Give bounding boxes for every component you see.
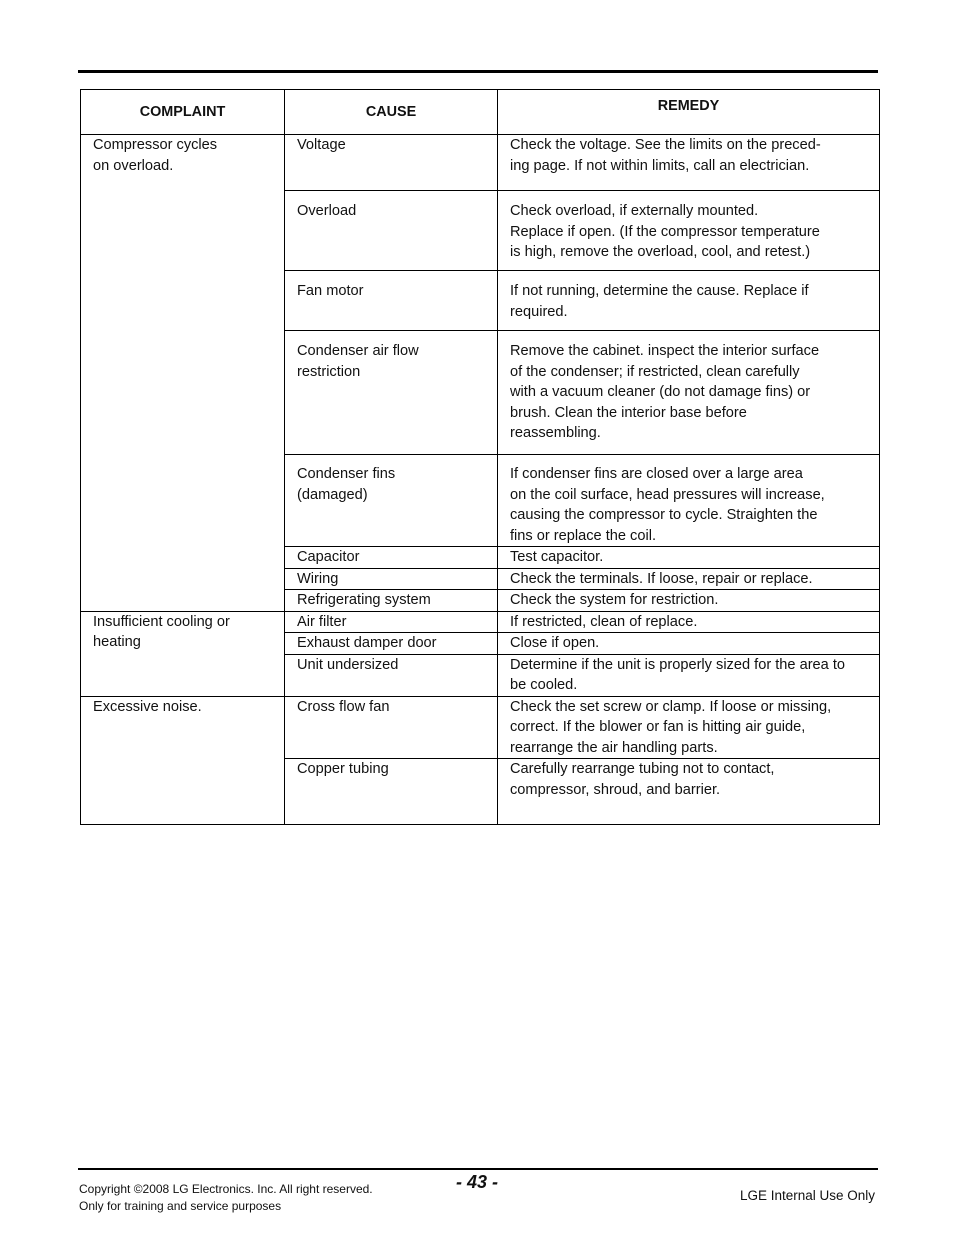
complaint-insufficient-cooling: Insufficient cooling or heating xyxy=(81,611,285,696)
cause-header: CAUSE xyxy=(285,90,498,135)
remedy-cell: Check the voltage. See the limits on the preced- ing page. If not within limits, call an electrician. xyxy=(498,135,880,191)
cause-cell: Exhaust damper door xyxy=(285,633,498,655)
remedy-cell: Check the system for restriction. xyxy=(498,590,880,612)
training-purpose-line: Only for training and service purposes xyxy=(79,1199,282,1213)
top-rule xyxy=(78,70,878,73)
complaint-excessive-noise: Excessive noise. xyxy=(81,696,285,825)
table-header-row xyxy=(81,90,880,135)
table-row xyxy=(81,696,880,759)
remedy-cell: If not running, determine the cause. Replace if required. xyxy=(498,271,880,331)
internal-use-label: LGE Internal Use Only xyxy=(739,1188,875,1203)
remedy-cell: If condenser fins are closed over a large area on the coil surface, head pressures will increase, causing the compressor to cycle. Straighten the fins or replace the coil. xyxy=(498,455,880,547)
bottom-rule xyxy=(78,1168,878,1170)
table-row xyxy=(81,611,880,633)
cause-cell: Voltage xyxy=(285,135,498,191)
cause-cell: Copper tubing xyxy=(285,759,498,825)
cause-cell: Condenser fins (damaged) xyxy=(285,455,498,547)
cause-cell: Fan motor xyxy=(285,271,498,331)
complaint-compressor-cycles: Compressor cycles on overload. xyxy=(81,135,285,612)
remedy-cell: Determine if the unit is properly sized for the area to be cooled. xyxy=(498,654,880,696)
cause-cell: Refrigerating system xyxy=(285,590,498,612)
remedy-cell: Test capacitor. xyxy=(498,547,880,569)
cause-cell: Overload xyxy=(285,191,498,271)
cause-cell: Air filter xyxy=(285,611,498,633)
cause-cell: Capacitor xyxy=(285,547,498,569)
remedy-cell: Close if open. xyxy=(498,633,880,655)
remedy-cell: Remove the cabinet. inspect the interior surface of the condenser; if restricted, clean carefully with a vacuum cleaner (do not damage fins) or brush. Clean the interior base before reassembling. xyxy=(498,331,880,455)
cause-cell: Wiring xyxy=(285,568,498,590)
remedy-cell: Check the set screw or clamp. If loose or missing, correct. If the blower or fan is hitting air guide, rearrange the air handling parts. xyxy=(498,696,880,759)
remedy-header: REMEDY xyxy=(498,90,880,135)
cause-cell: Cross flow fan xyxy=(285,696,498,759)
copyright-notice xyxy=(79,1181,373,1215)
troubleshooting-table xyxy=(80,89,880,825)
remedy-cell: Check overload, if externally mounted. Replace if open. (If the compressor temperature is high, remove the overload, cool, and retest.) xyxy=(498,191,880,271)
cause-cell: Unit undersized xyxy=(285,654,498,696)
page-number: - 43 - xyxy=(455,1172,498,1192)
remedy-cell: Check the terminals. If loose, repair or replace. xyxy=(498,568,880,590)
table-row xyxy=(81,135,880,191)
complaint-header: COMPLAINT xyxy=(81,90,285,135)
remedy-cell: Carefully rearrange tubing not to contact, compressor, shroud, and barrier. xyxy=(498,759,880,825)
cause-cell: Condenser air flow restriction xyxy=(285,331,498,455)
remedy-cell: If restricted, clean of replace. xyxy=(498,611,880,633)
copyright-line: Copyright ©2008 LG Electronics. Inc. All right reserved. xyxy=(79,1182,373,1196)
